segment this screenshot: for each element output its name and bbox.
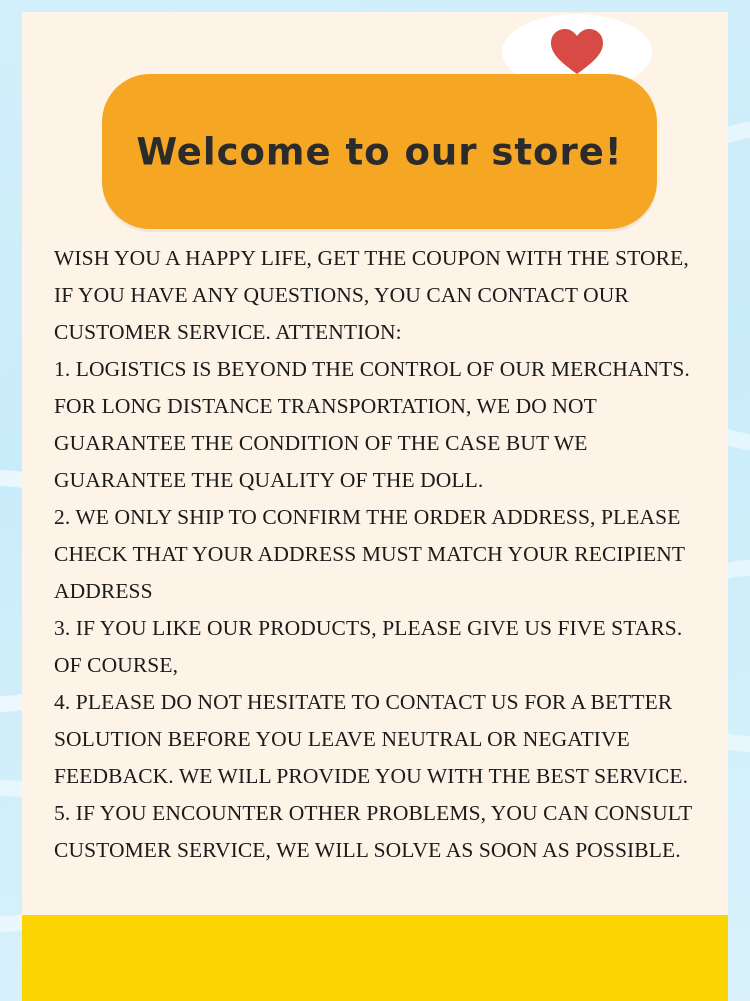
banner-title: Welcome to our store! — [136, 130, 623, 173]
footer-bar — [22, 915, 728, 1001]
notice-card — [22, 12, 728, 982]
notice-paragraph: 2. WE ONLY SHIP TO CONFIRM THE ORDER ADDRESS, PLEASE CHECK THAT YOUR ADDRESS MUST MATCH YOUR RECIPIENT ADDRESS — [54, 505, 685, 603]
notice-paragraph: 1. LOGISTICS IS BEYOND THE CONTROL OF OUR MERCHANTS. FOR LONG DISTANCE TRANSPORTATION, WE DO NOT GUARANTEE THE CONDITION OF THE CASE BUT WE GUARANTEE THE QUALITY OF THE DOLL. — [54, 357, 690, 492]
notice-paragraph: WISH YOU A HAPPY LIFE, GET THE COUPON WITH THE STORE, IF YOU HAVE ANY QUESTIONS, YOU CAN CONTACT OUR CUSTOMER SERVICE. ATTENTION: — [54, 246, 689, 344]
notice-text — [34, 240, 724, 869]
notice-paragraph: 3. IF YOU LIKE OUR PRODUCTS, PLEASE GIVE US FIVE STARS. OF COURSE, — [54, 616, 683, 677]
welcome-banner — [102, 74, 657, 229]
heart-icon — [549, 27, 605, 77]
notice-paragraph: 5. IF YOU ENCOUNTER OTHER PROBLEMS, YOU CAN CONSULT CUSTOMER SERVICE, WE WILL SOLVE AS SOON AS POSSIBLE. — [54, 801, 692, 862]
notice-paragraph: 4. PLEASE DO NOT HESITATE TO CONTACT US FOR A BETTER SOLUTION BEFORE YOU LEAVE NEUTRAL OR NEGATIVE FEEDBACK. WE WILL PROVIDE YOU WITH THE BEST SERVICE. — [54, 690, 689, 788]
